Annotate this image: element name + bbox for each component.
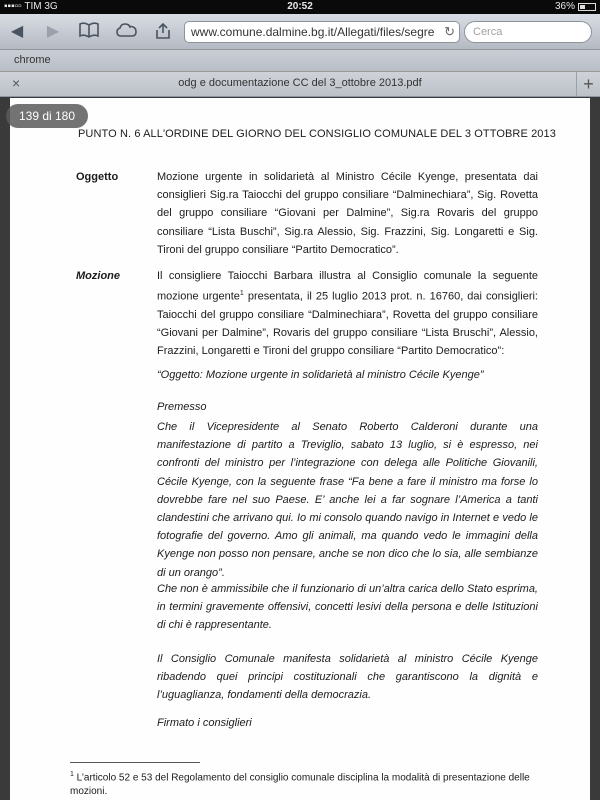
oggetto-text: Mozione urgente in solidarietà al Ministro Cécile Kyenge, presentata dai consiglieri Sig.ra Taiocchi del gruppo consiliare “Dalminechiara”, Sig. Rovetta del gruppo consiliare “Giovani per Dalmine”, Sig.ra Rovaris del gruppo consiliare “Lista Buschi”, Sig.ra Alessio, Sig. Frazzini, Sig. Longaretti e Sig. Tironi del gruppo consiliare “Partito Democratico”. bbox=[157, 171, 538, 256]
mozione-label: Mozione bbox=[76, 270, 120, 282]
search-input[interactable]: Cerca bbox=[464, 21, 592, 43]
url-text: www.comune.dalmine.bg.it/Allegati/files/segre bbox=[191, 25, 435, 39]
quote-title: “Oggetto: Mozione urgente in solidarietà al ministro Cécile Kyenge” bbox=[157, 369, 484, 381]
network-type: 3G bbox=[44, 1, 58, 12]
browser-toolbar bbox=[0, 14, 600, 50]
forward-arrow-icon[interactable]: ▶ bbox=[46, 23, 60, 40]
close-icon[interactable]: × bbox=[12, 75, 21, 91]
page-title: PUNTO N. 6 ALL'ORDINE DEL GIORNO DEL CONSIGLIO COMUNALE DEL 3 OTTOBRE 2013 bbox=[78, 128, 556, 140]
bookmarks-bar bbox=[0, 50, 600, 72]
battery-icon bbox=[578, 3, 596, 11]
tab-bar bbox=[0, 72, 600, 97]
pdf-page bbox=[10, 98, 590, 800]
battery-percent: 36% bbox=[554, 1, 575, 12]
back-arrow-icon[interactable]: ◀ bbox=[10, 23, 24, 40]
signal-icon: ▪▪▪▫▫ bbox=[4, 1, 22, 12]
mozione-text bbox=[157, 267, 538, 361]
footnote-ref[interactable]: 1 bbox=[239, 290, 244, 298]
reload-icon[interactable]: ↻ bbox=[444, 24, 455, 39]
battery-fill bbox=[580, 5, 585, 9]
mozione-text-part2: presentata, il 25 luglio 2013 prot. n. 16760, dai consiglieri: Taiocchi del gruppo consiliare “Dalminechiara”, Rovetta del gruppo consiliare “Giovani per Dalmine”, Rovaris del gruppo consiliare “Lista Bruschi”, Alessio, Frazzini, Longaretti e Tironi del gruppo consiliare “Partito Democratico”: bbox=[157, 290, 538, 358]
status-bar bbox=[0, 0, 600, 14]
address-bar[interactable] bbox=[184, 21, 460, 43]
premesso-heading: Premesso bbox=[157, 401, 207, 413]
share-icon[interactable] bbox=[152, 22, 174, 42]
tab-title[interactable]: odg e documentazione CC del 3_ottobre 2013.pdf bbox=[178, 77, 422, 89]
carrier-name: TIM bbox=[24, 1, 42, 12]
page-counter: 139 di 180 bbox=[6, 104, 88, 128]
paragraph-solidarieta: Il Consiglio Comunale manifesta solidarietà al ministro Cécile Kyenge ribadendo quei principi costituzionali che garantiscono la dignità e l’uguaglianza, fondamenti della democrazia. bbox=[157, 653, 538, 702]
plus-icon[interactable]: + bbox=[576, 72, 600, 97]
footnote-divider bbox=[70, 762, 200, 763]
mozione-text-part1: Il consigliere Taiocchi Barbara illustra al Consiglio comunale la seguente mozione urgente bbox=[157, 270, 538, 303]
icloud-tabs-icon[interactable] bbox=[116, 22, 138, 42]
footnote-text: L’articolo 52 e 53 del Regolamento del consiglio comunale disciplina la modalità di presentazione delle mozioni. bbox=[70, 772, 530, 798]
paragraph-inammissibile: Che non è ammissibile che il funzionario di un’altra carica dello Stato esprima, in termini gravemente offensivi, concetti lesivi della persona e delle Istituzioni di chi è rappresentante. bbox=[157, 583, 538, 632]
oggetto-label: Oggetto bbox=[76, 171, 119, 183]
firmato: Firmato i consiglieri bbox=[157, 717, 252, 729]
footnote bbox=[70, 768, 545, 799]
bookmark-chrome[interactable]: chrome bbox=[14, 54, 51, 66]
battery-indicator bbox=[555, 0, 596, 14]
open-book-icon[interactable] bbox=[78, 22, 100, 42]
paragraph-calderoni: Che il Vicepresidente al Senato Roberto Calderoni durante una manifestazione di partito a Treviglio, sabato 13 luglio, si è espresso, nei confronti del ministro per l’integrazione con delega alle Politiche Giovanili, Cécile Kyenge, con la seguente frase “Fa bene a fare il ministro ma forse lo dovrebbe fare nel suo Paese. E’ anche lei a far sognare l’America a tanti clandestini che arrivano qui. Io mi consolo quando navigo in Internet e vedo le fotografie del governo. Amo gli animali, ma quando vedo le immagini della Kyenge non posso non pensare, anche se non dico che lo sia, alle sembianze di un orango”. bbox=[157, 421, 538, 579]
footnote-number: 1 bbox=[70, 771, 74, 778]
clock: 20:52 bbox=[287, 1, 313, 12]
